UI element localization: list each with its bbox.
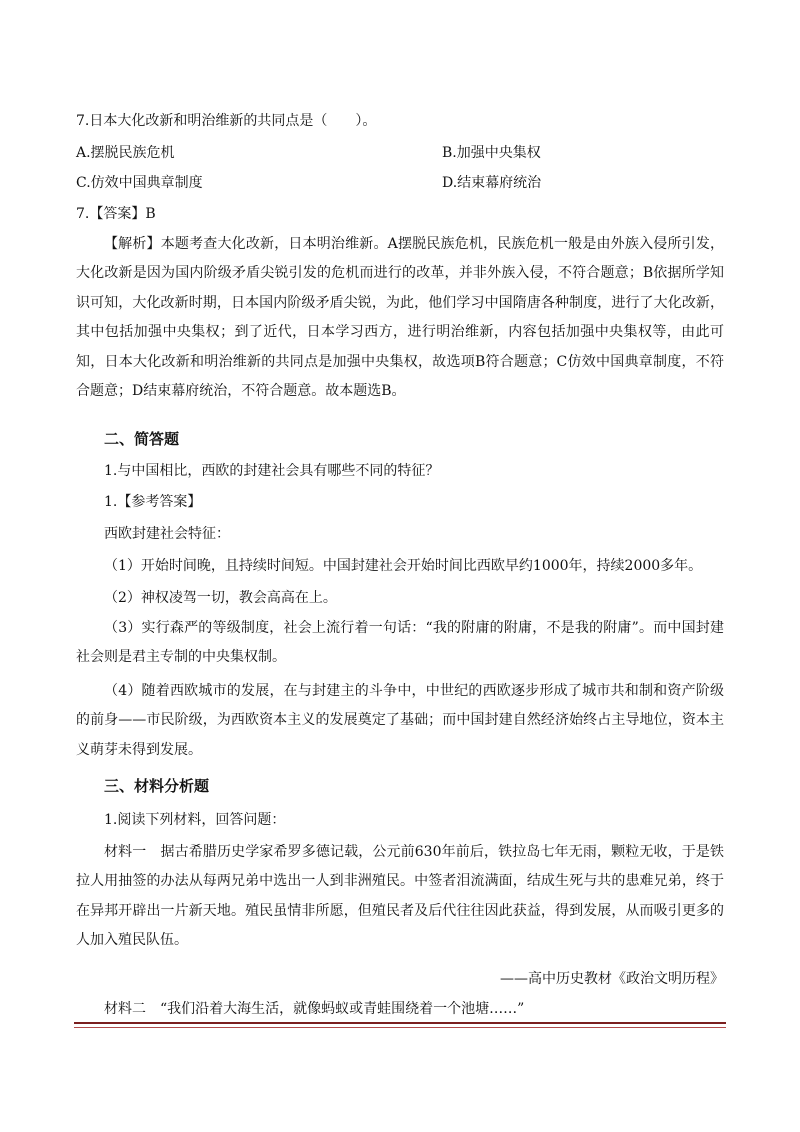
section2-answer-label: 1.【参考答案】: [104, 494, 202, 510]
section2-question: 1.与中国相比，西欧的封建社会具有哪些不同的特征？: [104, 463, 440, 479]
footer-rule-thin: [74, 1027, 726, 1028]
q7-answer: 7.【答案】B: [76, 206, 156, 222]
material-1: 材料一 据古希腊历史学家希罗多德记载，公元前630年前后，铁拉岛七年无雨，颗粒无收，于是铁拉人用抽签的办法从每两兄弟中选出一人到非洲殖民。中签者泪流满面，结成生死与共的患难兄弟，终于在异邦开辟出一片新天地。殖民虽情非所愿，但殖民者及后代往往因此获益，得到发展，从而吸引更多的人加入殖民队伍。: [76, 844, 724, 949]
material-2: 材料二 “我们沿着大海生活，就像蚂蚁或青蛙围绕着一个池塘……”: [104, 1001, 525, 1017]
material-1-source: ——高中历史教材《政治文明历程》: [500, 971, 724, 987]
q7-analysis: 【解析】本题考查大化改新，日本明治维新。A摆脱民族危机，民族危机一般是由外族入侵所引发，大化改新是因为国内阶级矛盾尖锐引发的危机而进行的改革，并非外族入侵，不符合题意；B依据所学知识可知，大化改新时期，日本国内阶级矛盾尖锐，为此，他们学习中国隋唐各种制度，进行了大化改新，其中包括加强中央集权；到了近代，日本学习西方，进行明治维新，内容包括加强中央集权等，由此可知，日本大化改新和明治维新的共同点是加强中央集权，故选项B符合题意；C仿效中国典章制度，不符合题意；D结束幕府统治，不符合题意。故本题选B。: [76, 236, 724, 400]
option-d: D.结束幕府统治: [442, 175, 542, 191]
section3-heading: 三、材料分析题: [104, 777, 210, 795]
section2-point-3: （3）实行森严的等级制度，社会上流行着一句话：“我的附庸的附庸，不是我的附庸”。而中国封建社会则是君主专制的中央集权制。: [76, 620, 724, 666]
section3-question: 1.阅读下列材料，回答问题：: [104, 812, 286, 828]
q7-stem: 7.日本大化改新和明治维新的共同点是（ ）。: [76, 113, 377, 129]
section2-point-1: （1）开始时间晚，且持续时间短。中国封建社会开始时间比西欧早约1000年，持续2000多年。: [104, 558, 703, 574]
section2-heading: 二、简答题: [104, 430, 180, 448]
option-b: B.加强中央集权: [442, 145, 541, 161]
section2-intro: 西欧封建社会特征：: [104, 526, 230, 542]
q7-options-row1: [76, 144, 724, 162]
q7-options-row2: [76, 174, 724, 192]
option-a: A.摆脱民族危机: [76, 145, 175, 161]
section2-point-2: （2）神权凌驾一切，教会高高在上。: [104, 590, 337, 606]
option-c: C.仿效中国典章制度: [76, 175, 203, 191]
section2-point-4: （4）随着西欧城市的发展，在与封建主的斗争中，中世纪的西欧逐步形成了城市共和制和资产阶级的前身——市民阶级，为西欧资本主义的发展奠定了基础；而中国封建自然经济始终占主导地位，资本主义萌芽未得到发展。: [76, 683, 724, 758]
footer-rule-thick: [74, 1022, 726, 1024]
